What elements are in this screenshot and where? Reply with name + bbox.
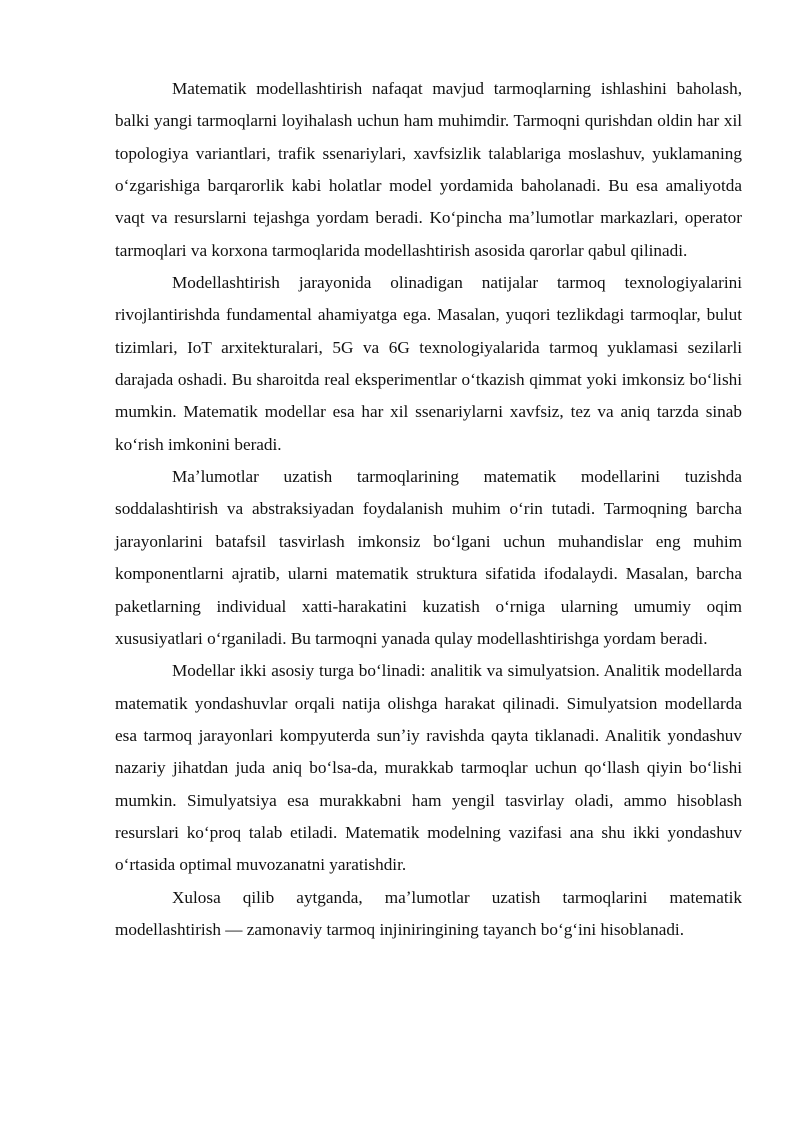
paragraph-abstraction: Maʼlumotlar uzatish tarmoqlarining matematik modellarini tuzishda soddalashtirish va abstraksiyadan foydalanish muhim oʻrin tutadi. Tarmoqning barcha jarayonlarini batafsil tasvirlash imkonsiz boʻlgani uchun muhandislar eng muhim komponentlarni ajratib, ularni matematik struktura sifatida ifodalaydi. Masalan, barcha paketlarning individual xatti-harakatini kuzatish oʻrniga ularning umumiy oqim xususiyatlari oʻrganiladi. Bu tarmoqni yanada qulay modellashtirishga yordam beradi. — [115, 467, 742, 648]
paragraph-model-types: Modellar ikki asosiy turga boʻlinadi: analitik va simulyatsion. Analitik modellarda matematik yondashuvlar orqali natija olishga harakat qilinadi. Simulyatsion modellarda esa tarmoq jarayonlari kompyuterda sunʼiy ravishda qayta tiklanadi. Analitik yondashuv nazariy jihatdan juda aniq boʻlsa-da, murakkab tarmoqlar uchun qoʻllash qiyin boʻlishi mumkin. Simulyatsiya esa murakkabni ham yengil tasvirlay oladi, ammo hisoblash resurslari koʻproq talab etiladi. Matematik modelning vazifasi ana shu ikki yondashuv oʻrtasida optimal muvozanatni yaratishdir. — [115, 661, 742, 875]
paragraph-technology-development: Modellashtirish jarayonida olinadigan natijalar tarmoq texnologiyalarini rivojlantirishda fundamental ahamiyatga ega. Masalan, yuqori tezlikdagi tarmoqlar, bulut tizimlari, IoT arxitekturalari, 5G va 6G texnologiyalarida tarmoq yuklamasi sezilarli darajada oshadi. Bu sharoitda real eksperimentlar oʻtkazish qimmat yoki imkonsiz boʻlishi mumkin. Matematik modellar esa har xil ssenariylarni xavfsiz, tez va aniq tarzda sinab koʻrish imkonini beradi. — [115, 273, 742, 454]
document-page — [115, 73, 742, 946]
paragraph-conclusion: Xulosa qilib aytganda, maʼlumotlar uzatish tarmoqlarini matematik modellashtirish — zamonaviy tarmoq injiniringining tayanch boʻgʻini hisoblanadi. — [115, 887, 742, 939]
paragraph-network-design: Matematik modellashtirish nafaqat mavjud tarmoqlarning ishlashini baholash, balki yangi tarmoqlarni loyihalash uchun ham muhimdir. Tarmoqni qurishdan oldin har xil topologiya variantlari, trafik ssenariylari, xavfsizlik talablariga moslashuv, yuklamaning oʻzgarishiga barqarorlik kabi holatlar model yordamida baholanadi. Bu esa amaliyotda vaqt va resurslarni tejashga yordam beradi. Koʻpincha maʼlumotlar markazlari, operator tarmoqlari va korxona tarmoqlarida modellashtirish asosida qarorlar qabul qilinadi. — [115, 79, 742, 260]
